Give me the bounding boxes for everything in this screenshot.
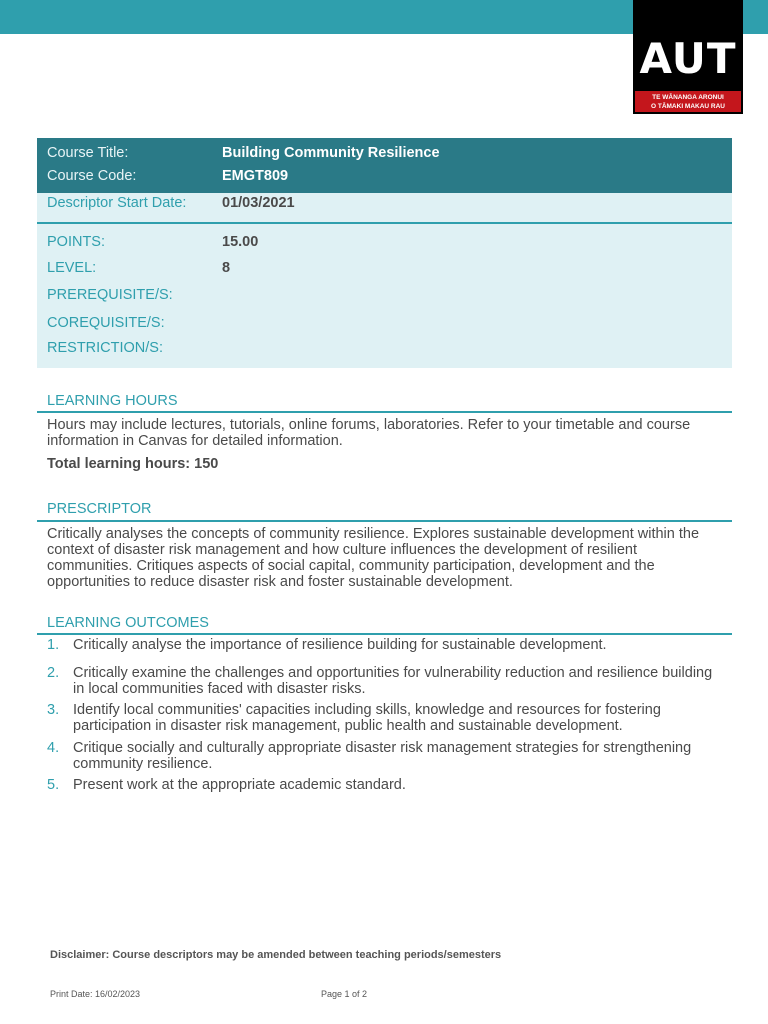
aut-logo bbox=[633, 0, 743, 114]
print-date: Print Date: 16/02/2023 bbox=[50, 989, 141, 999]
disclaimer: Disclaimer: Course descriptors may be amended between teaching periods/semesters bbox=[50, 949, 502, 961]
start-date-label: Descriptor Start Date: bbox=[47, 195, 187, 211]
course-title-label: Course Title: bbox=[47, 145, 129, 161]
outcome-text: Critically examine the challenges and opportunities for vulnerability reduction and resilience building in local communities faced with disaster risks. bbox=[73, 665, 713, 697]
corequisite-label: COREQUISITE/S: bbox=[47, 315, 165, 331]
outcome-number: 3. bbox=[47, 702, 60, 718]
logo-line-1: TE WĀNANGA ARONUI bbox=[652, 94, 724, 101]
outcome-number: 1. bbox=[47, 637, 60, 653]
prescriptor-text: Critically analyses the concepts of community resilience. Explores sustainable development within the context of disaster risk management and how culture influences the development of resilient communities. Critiques aspects of social capital, community participation, development and the opportunities to reduce disaster risk and foster sustainable development. bbox=[47, 526, 700, 590]
outcome-number: 2. bbox=[47, 665, 60, 681]
meta-divider bbox=[37, 222, 732, 224]
course-code-value: EMGT809 bbox=[222, 168, 289, 184]
prescriptor-rule bbox=[37, 520, 732, 522]
course-code-label: Course Code: bbox=[47, 168, 137, 184]
points-value: 15.00 bbox=[222, 234, 259, 250]
learning-outcomes-heading: LEARNING OUTCOMES bbox=[47, 615, 209, 631]
points-label: POINTS: bbox=[47, 234, 106, 250]
outcome-number: 4. bbox=[47, 740, 60, 756]
learning-hours-heading: LEARNING HOURS bbox=[47, 393, 178, 409]
logo-mark: AUT bbox=[639, 34, 737, 83]
logo-subtitle-band bbox=[635, 91, 741, 112]
logo-line-2: O TĀMAKI MAKAU RAU bbox=[650, 103, 726, 110]
level-value: 8 bbox=[222, 260, 231, 276]
learning-outcomes-rule bbox=[37, 633, 732, 635]
course-title-value: Building Community Resilience bbox=[222, 145, 440, 161]
outcome-text: Critically analyse the importance of resilience building for sustainable development. bbox=[73, 637, 607, 653]
prescriptor-heading: PRESCRIPTOR bbox=[47, 501, 152, 517]
restriction-label: RESTRICTION/S: bbox=[47, 340, 164, 356]
learning-hours-text: Hours may include lectures, tutorials, online forums, laboratories. Refer to your timetable and course information in Canvas for detailed information. bbox=[47, 417, 691, 449]
start-date-value: 01/03/2021 bbox=[222, 195, 295, 211]
level-label: LEVEL: bbox=[47, 260, 97, 276]
learning-hours-rule bbox=[37, 411, 732, 413]
outcome-text: Identify local communities' capacities including skills, knowledge and resources for fostering participation in disaster risk management, public health and sustainable development. bbox=[73, 702, 661, 734]
outcome-text: Present work at the appropriate academic standard. bbox=[73, 777, 406, 793]
total-learning-hours: Total learning hours: 150 bbox=[47, 456, 219, 472]
outcome-text: Critique socially and culturally appropriate disaster risk management strategies for strengthening community resilience. bbox=[73, 740, 692, 772]
page-number: Page 1 of 2 bbox=[321, 989, 368, 999]
prerequisite-label: PREREQUISITE/S: bbox=[47, 287, 173, 303]
outcome-number: 5. bbox=[47, 777, 60, 793]
